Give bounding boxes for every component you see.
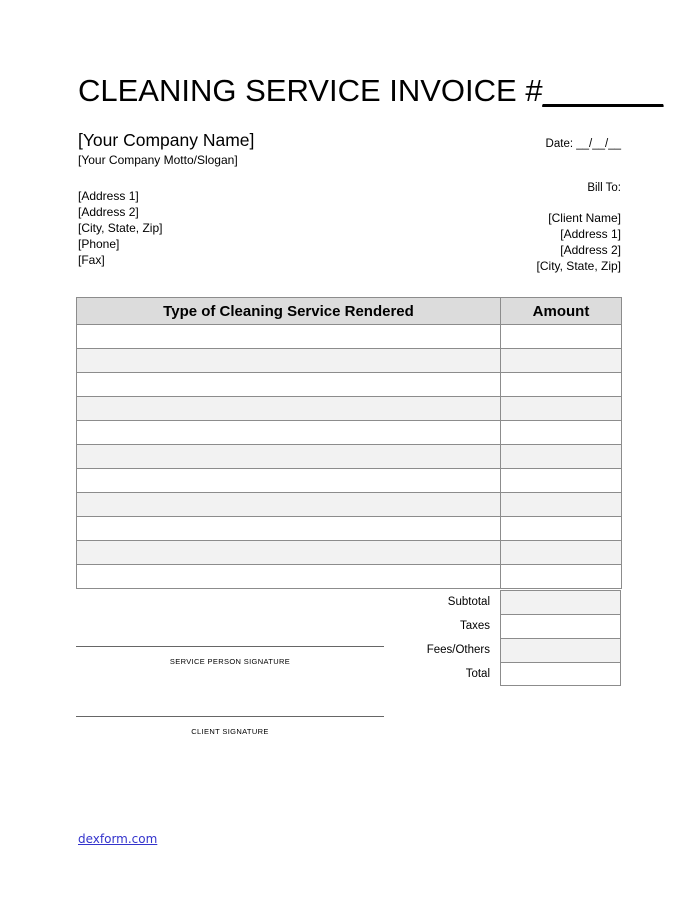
- service-person-signature-group: [76, 646, 384, 666]
- invoice-number-blank[interactable]: _______: [542, 73, 664, 108]
- client-address-line[interactable]: [Address 2]: [560, 243, 621, 257]
- company-slogan[interactable]: [Your Company Motto/Slogan]: [78, 153, 238, 167]
- column-header-amount: Amount: [501, 298, 622, 325]
- company-phone[interactable]: [Phone]: [78, 237, 120, 251]
- totals-value-taxes[interactable]: [500, 614, 621, 638]
- totals-value-total[interactable]: [500, 662, 621, 686]
- service-description-cell[interactable]: [77, 445, 501, 469]
- table-row: [77, 493, 622, 517]
- service-amount-cell[interactable]: [501, 445, 622, 469]
- totals-value-fees-others[interactable]: [500, 638, 621, 662]
- service-description-cell[interactable]: [77, 373, 501, 397]
- service-description-cell[interactable]: [77, 397, 501, 421]
- service-description-cell[interactable]: [77, 541, 501, 565]
- client-signature-caption: CLIENT SIGNATURE: [191, 727, 269, 736]
- totals-row: [76, 614, 621, 638]
- service-amount-cell[interactable]: [501, 421, 622, 445]
- table-row: [77, 325, 622, 349]
- service-description-cell[interactable]: [77, 325, 501, 349]
- totals-label-fees-others: Fees/Others: [426, 644, 490, 656]
- company-address-line[interactable]: [Address 1]: [78, 189, 139, 203]
- page-title: [78, 74, 663, 108]
- service-amount-cell[interactable]: [501, 349, 622, 373]
- client-name[interactable]: [Client Name]: [548, 211, 621, 225]
- totals-label-total: Total: [465, 668, 490, 680]
- company-fax[interactable]: [Fax]: [78, 253, 105, 267]
- column-header-description: Type of Cleaning Service Rendered: [77, 298, 501, 325]
- service-amount-cell[interactable]: [501, 541, 622, 565]
- client-signature-group: [76, 716, 384, 736]
- service-amount-cell[interactable]: [501, 397, 622, 421]
- service-description-cell[interactable]: [77, 349, 501, 373]
- service-amount-cell[interactable]: [501, 493, 622, 517]
- company-address-line[interactable]: [City, State, Zip]: [78, 221, 163, 235]
- table-row: [77, 421, 622, 445]
- table-row: [77, 469, 622, 493]
- client-address-line[interactable]: [Address 1]: [560, 227, 621, 241]
- service-description-cell[interactable]: [77, 517, 501, 541]
- client-signature-line[interactable]: [76, 716, 384, 717]
- client-city-state-zip[interactable]: [City, State, Zip]: [536, 259, 621, 273]
- table-row: [77, 541, 622, 565]
- totals-row: [76, 590, 621, 614]
- table-row: [77, 517, 622, 541]
- totals-label-subtotal: Subtotal: [447, 596, 490, 608]
- table-header-row: [77, 298, 622, 325]
- service-description-cell[interactable]: [77, 469, 501, 493]
- service-person-signature-caption: SERVICE PERSON SIGNATURE: [169, 657, 291, 666]
- totals-block: [76, 590, 621, 686]
- company-name[interactable]: [Your Company Name]: [78, 130, 255, 150]
- company-address-block: [78, 188, 162, 268]
- service-amount-cell[interactable]: [501, 517, 622, 541]
- totals-value-subtotal[interactable]: [500, 590, 621, 614]
- table-row: [77, 349, 622, 373]
- page-title-text: CLEANING SERVICE INVOICE #: [78, 73, 543, 108]
- service-table: [76, 297, 622, 589]
- service-amount-cell[interactable]: [501, 565, 622, 589]
- service-description-cell[interactable]: [77, 565, 501, 589]
- service-amount-cell[interactable]: [501, 325, 622, 349]
- service-description-cell[interactable]: [77, 421, 501, 445]
- service-amount-cell[interactable]: [501, 469, 622, 493]
- table-row: [77, 397, 622, 421]
- service-description-cell[interactable]: [77, 493, 501, 517]
- dexform-watermark-link[interactable]: dexform.com: [78, 832, 158, 846]
- company-address-line[interactable]: [Address 2]: [78, 205, 139, 219]
- service-person-signature-line[interactable]: [76, 646, 384, 647]
- service-table-body: [77, 325, 622, 589]
- invoice-date-field[interactable]: Date: __/__/__: [545, 138, 621, 150]
- table-row: [77, 373, 622, 397]
- table-row: [77, 565, 622, 589]
- bill-to-label: Bill To:: [587, 182, 621, 194]
- bill-to-block: [537, 210, 621, 274]
- service-amount-cell[interactable]: [501, 373, 622, 397]
- totals-label-taxes: Taxes: [459, 620, 490, 632]
- table-row: [77, 445, 622, 469]
